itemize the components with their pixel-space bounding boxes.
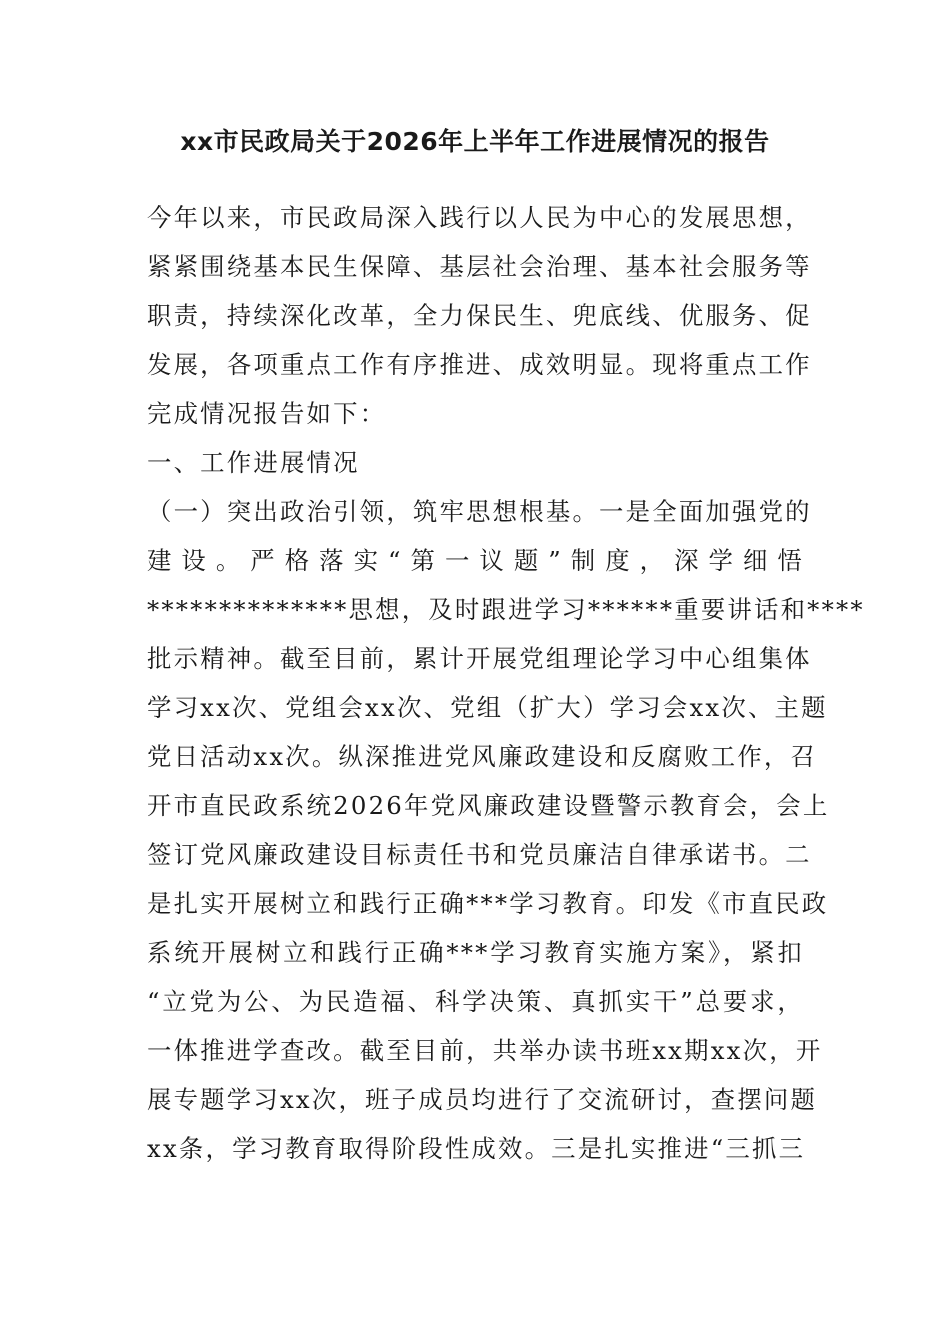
- body-line: 党日活动xx次。纵深推进党风廉政建设和反腐败工作，召: [147, 742, 818, 771]
- body-line: 紧紧围绕基本民生保障、基层社会治理、基本社会服务等: [147, 252, 812, 281]
- body-line: 建设。严格落实“第一议题”制度，深学细悟: [147, 546, 804, 575]
- body-line: 展专题学习xx次，班子成员均进行了交流研讨，查摆问题: [147, 1085, 818, 1114]
- body-line: 签订党风廉政建设目标责任书和党员廉洁自律承诺书。二: [147, 840, 812, 869]
- body-line: 今年以来，市民政局深入践行以人民为中心的发展思想，: [147, 203, 812, 232]
- document-body: [147, 193, 865, 1173]
- body-line: 开市直民政系统2026年党风廉政建设暨警示教育会，会上: [147, 791, 830, 820]
- body-line: （一）突出政治引领，筑牢思想根基。一是全面加强党的: [147, 497, 812, 526]
- body-line: xx条，学习教育取得阶段性成效。三是扎实推进“三抓三: [147, 1134, 806, 1163]
- document-title: xx市民政局关于2026年上半年工作进展情况的报告: [180, 127, 770, 156]
- body-line: 完成情况报告如下：: [147, 399, 387, 428]
- body-line: 是扎实开展树立和践行正确***学习教育。印发《市直民政: [147, 889, 829, 918]
- body-line: 发展，各项重点工作有序推进、成效明显。现将重点工作: [147, 350, 812, 379]
- body-line: 一体推进学查改。截至目前，共举办读书班xx期xx次，开: [147, 1036, 823, 1065]
- body-line: 批示精神。截至目前，累计开展党组理论学习中心组集体: [147, 644, 812, 673]
- body-line: **************思想，及时跟进学习******重要讲话和****: [147, 595, 865, 624]
- body-line: “立党为公、为民造福、科学决策、真抓实干”总要求，: [147, 987, 804, 1016]
- body-line: 职责，持续深化改革，全力保民生、兜底线、优服务、促: [147, 301, 812, 330]
- body-line: 系统开展树立和践行正确***学习教育实施方案》，紧扣: [147, 938, 804, 967]
- section-heading: 一、工作进展情况: [147, 448, 360, 477]
- body-line: 学习xx次、党组会xx次、党组（扩大）学习会xx次、主题: [147, 693, 828, 722]
